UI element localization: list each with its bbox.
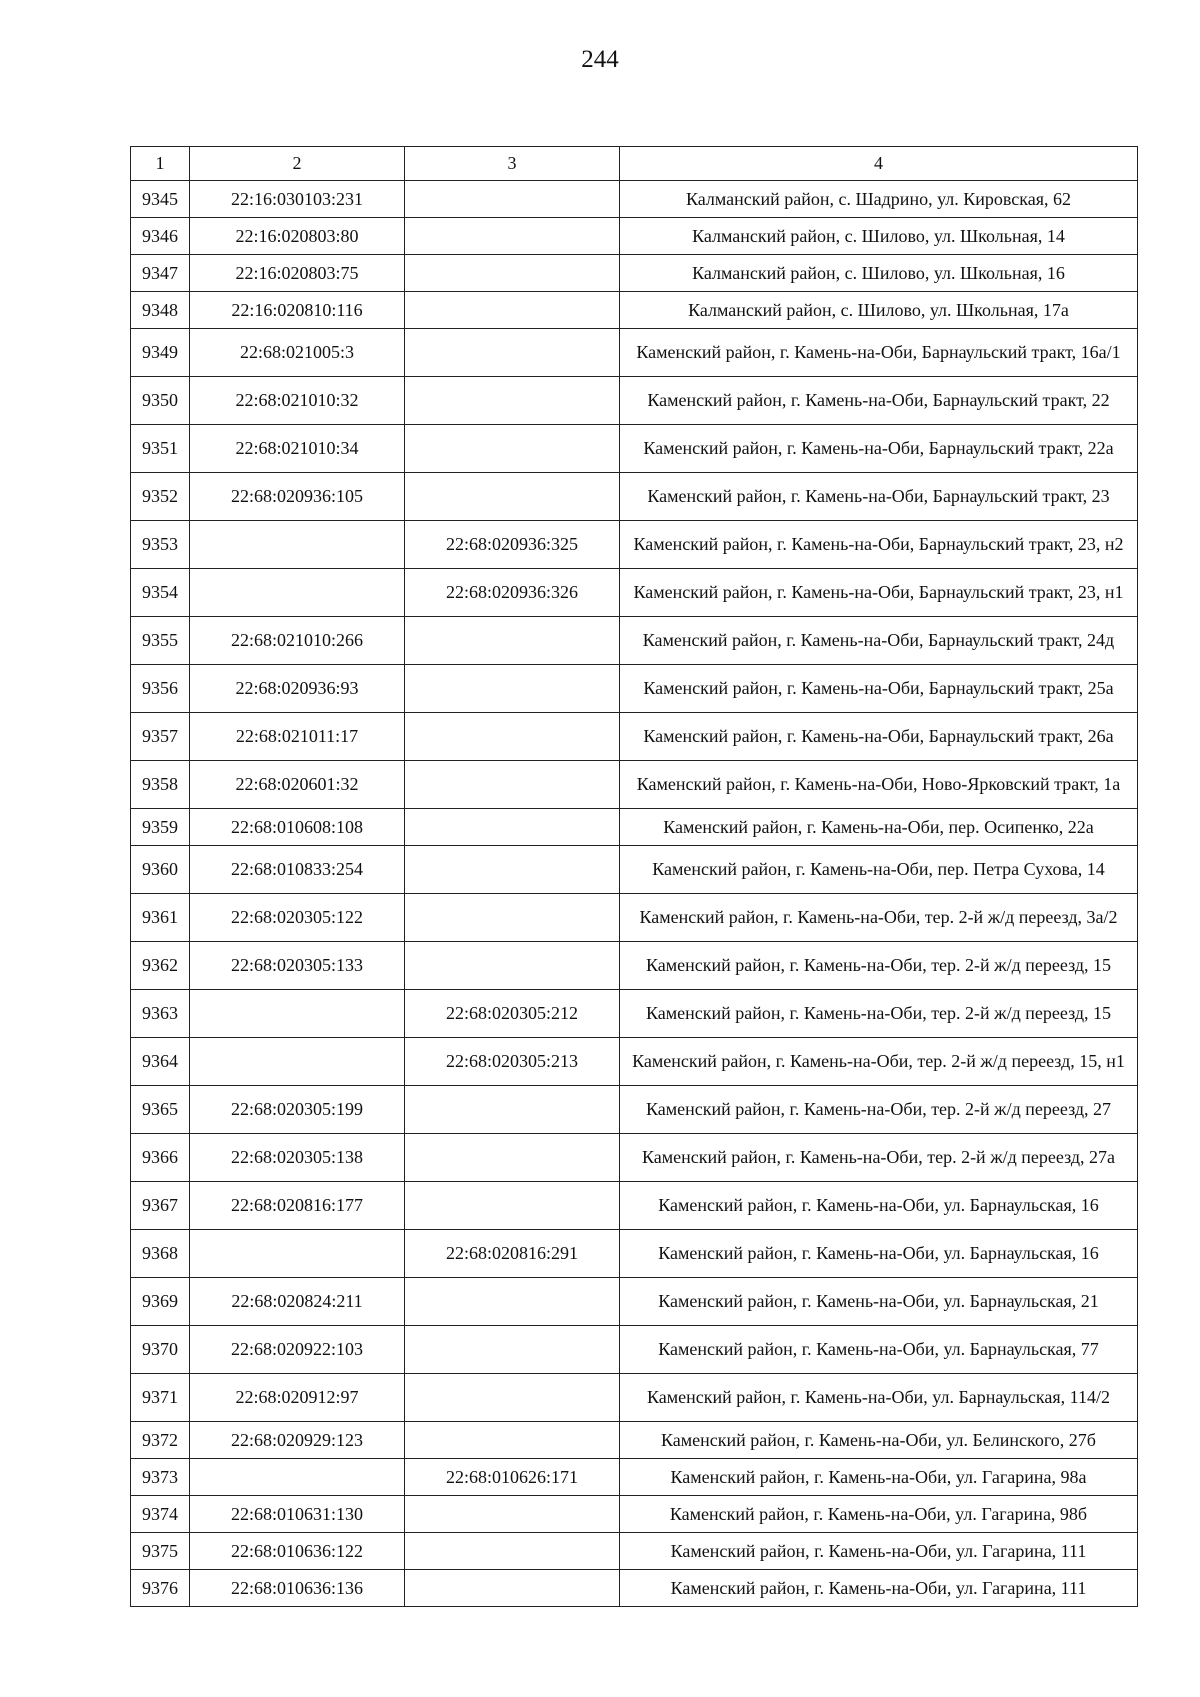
cadastral-number-cell: 22:68:020824:211 — [190, 1278, 405, 1326]
cadastral-number-cell: 22:68:010636:136 — [190, 1570, 405, 1607]
related-cadastral-number-cell — [405, 1422, 620, 1459]
related-cadastral-number-cell — [405, 617, 620, 665]
table-row — [131, 1326, 1138, 1374]
cadastral-number-cell — [190, 1038, 405, 1086]
address-cell: Каменский район, г. Камень-на-Оби, Барнаульский тракт, 23, н1 — [620, 569, 1138, 617]
row-number-cell: 9365 — [131, 1086, 190, 1134]
row-number-cell: 9358 — [131, 761, 190, 809]
table-row — [131, 846, 1138, 894]
related-cadastral-number-cell — [405, 665, 620, 713]
cadastral-number-cell: 22:68:020305:138 — [190, 1134, 405, 1182]
address-cell: Калманский район, с. Шилово, ул. Школьная, 14 — [620, 218, 1138, 255]
cadastral-number-cell: 22:68:010608:108 — [190, 809, 405, 846]
row-number-cell: 9373 — [131, 1459, 190, 1496]
row-number-cell: 9375 — [131, 1533, 190, 1570]
table-row — [131, 1182, 1138, 1230]
related-cadastral-number-cell — [405, 1496, 620, 1533]
table-row — [131, 377, 1138, 425]
cadastral-number-cell: 22:16:020810:116 — [190, 292, 405, 329]
address-cell: Каменский район, г. Камень-на-Оби, тер. 2-й ж/д переезд, 15 — [620, 942, 1138, 990]
related-cadastral-number-cell — [405, 1182, 620, 1230]
address-cell: Каменский район, г. Камень-на-Оби, Барнаульский тракт, 24д — [620, 617, 1138, 665]
related-cadastral-number-cell: 22:68:020305:212 — [405, 990, 620, 1038]
registry-table — [130, 146, 1138, 1607]
table-row — [131, 521, 1138, 569]
related-cadastral-number-cell — [405, 255, 620, 292]
related-cadastral-number-cell — [405, 1326, 620, 1374]
table-row — [131, 617, 1138, 665]
address-cell: Каменский район, г. Камень-на-Оби, тер. 2-й ж/д переезд, 15, н1 — [620, 1038, 1138, 1086]
table-row — [131, 1374, 1138, 1422]
address-cell: Каменский район, г. Камень-на-Оби, ул. Барнаульская, 16 — [620, 1230, 1138, 1278]
cadastral-number-cell: 22:68:020816:177 — [190, 1182, 405, 1230]
table-row — [131, 329, 1138, 377]
address-cell: Каменский район, г. Камень-на-Оби, тер. 2-й ж/д переезд, 27 — [620, 1086, 1138, 1134]
table-header-row — [131, 147, 1138, 181]
row-number-cell: 9359 — [131, 809, 190, 846]
cadastral-number-cell: 22:68:021010:266 — [190, 617, 405, 665]
address-cell: Каменский район, г. Камень-на-Оби, Барнаульский тракт, 16а/1 — [620, 329, 1138, 377]
related-cadastral-number-cell — [405, 809, 620, 846]
cadastral-number-cell — [190, 521, 405, 569]
cadastral-number-cell: 22:68:021011:17 — [190, 713, 405, 761]
table-row — [131, 665, 1138, 713]
row-number-cell: 9364 — [131, 1038, 190, 1086]
address-cell: Каменский район, г. Камень-на-Оби, Барнаульский тракт, 25а — [620, 665, 1138, 713]
address-cell: Каменский район, г. Камень-на-Оби, Барнаульский тракт, 22а — [620, 425, 1138, 473]
row-number-cell: 9355 — [131, 617, 190, 665]
address-cell: Каменский район, г. Камень-на-Оби, тер. 2-й ж/д переезд, 3а/2 — [620, 894, 1138, 942]
cadastral-number-cell: 22:68:021010:34 — [190, 425, 405, 473]
cadastral-number-cell: 22:16:020803:75 — [190, 255, 405, 292]
table-row — [131, 1422, 1138, 1459]
row-number-cell: 9350 — [131, 377, 190, 425]
address-cell: Каменский район, г. Камень-на-Оби, Барнаульский тракт, 23 — [620, 473, 1138, 521]
table-row — [131, 181, 1138, 218]
related-cadastral-number-cell — [405, 425, 620, 473]
related-cadastral-number-cell — [405, 942, 620, 990]
address-cell: Каменский район, г. Камень-на-Оби, Ново-Ярковский тракт, 1а — [620, 761, 1138, 809]
address-cell: Каменский район, г. Камень-на-Оби, Барнаульский тракт, 23, н2 — [620, 521, 1138, 569]
column-header-1: 1 — [131, 147, 190, 181]
related-cadastral-number-cell: 22:68:020305:213 — [405, 1038, 620, 1086]
column-header-4: 4 — [620, 147, 1138, 181]
related-cadastral-number-cell — [405, 713, 620, 761]
cadastral-number-cell: 22:16:020803:80 — [190, 218, 405, 255]
table-row — [131, 255, 1138, 292]
table-row — [131, 1459, 1138, 1496]
related-cadastral-number-cell — [405, 1374, 620, 1422]
row-number-cell: 9356 — [131, 665, 190, 713]
cadastral-number-cell: 22:16:030103:231 — [190, 181, 405, 218]
table-row — [131, 809, 1138, 846]
cadastral-number-cell: 22:68:020305:122 — [190, 894, 405, 942]
related-cadastral-number-cell — [405, 292, 620, 329]
row-number-cell: 9368 — [131, 1230, 190, 1278]
table-row — [131, 894, 1138, 942]
address-cell: Калманский район, с. Шадрино, ул. Кировская, 62 — [620, 181, 1138, 218]
row-number-cell: 9370 — [131, 1326, 190, 1374]
cadastral-number-cell: 22:68:020912:97 — [190, 1374, 405, 1422]
cadastral-number-cell: 22:68:020305:133 — [190, 942, 405, 990]
related-cadastral-number-cell — [405, 894, 620, 942]
related-cadastral-number-cell — [405, 1533, 620, 1570]
related-cadastral-number-cell — [405, 846, 620, 894]
address-cell: Каменский район, г. Камень-на-Оби, ул. Барнаульская, 21 — [620, 1278, 1138, 1326]
address-cell: Каменский район, г. Камень-на-Оби, тер. 2-й ж/д переезд, 15 — [620, 990, 1138, 1038]
related-cadastral-number-cell — [405, 181, 620, 218]
row-number-cell: 9367 — [131, 1182, 190, 1230]
cadastral-number-cell: 22:68:010833:254 — [190, 846, 405, 894]
cadastral-number-cell: 22:68:010636:122 — [190, 1533, 405, 1570]
row-number-cell: 9360 — [131, 846, 190, 894]
column-header-2: 2 — [190, 147, 405, 181]
address-cell: Каменский район, г. Камень-на-Оби, пер. Осипенко, 22а — [620, 809, 1138, 846]
related-cadastral-number-cell — [405, 473, 620, 521]
row-number-cell: 9353 — [131, 521, 190, 569]
address-cell: Каменский район, г. Камень-на-Оби, ул. Белинского, 27б — [620, 1422, 1138, 1459]
cadastral-number-cell — [190, 569, 405, 617]
row-number-cell: 9361 — [131, 894, 190, 942]
related-cadastral-number-cell — [405, 218, 620, 255]
address-cell: Каменский район, г. Камень-на-Оби, ул. Барнаульская, 77 — [620, 1326, 1138, 1374]
row-number-cell: 9372 — [131, 1422, 190, 1459]
related-cadastral-number-cell — [405, 1570, 620, 1607]
table-body — [131, 147, 1138, 1607]
cadastral-number-cell: 22:68:020936:105 — [190, 473, 405, 521]
related-cadastral-number-cell: 22:68:020936:325 — [405, 521, 620, 569]
row-number-cell: 9352 — [131, 473, 190, 521]
row-number-cell: 9357 — [131, 713, 190, 761]
related-cadastral-number-cell — [405, 1278, 620, 1326]
address-cell: Каменский район, г. Камень-на-Оби, Барнаульский тракт, 26а — [620, 713, 1138, 761]
cadastral-number-cell: 22:68:020305:199 — [190, 1086, 405, 1134]
related-cadastral-number-cell: 22:68:010626:171 — [405, 1459, 620, 1496]
cadastral-number-cell — [190, 990, 405, 1038]
related-cadastral-number-cell — [405, 1134, 620, 1182]
row-number-cell: 9347 — [131, 255, 190, 292]
cadastral-number-cell — [190, 1230, 405, 1278]
table-row — [131, 218, 1138, 255]
row-number-cell: 9348 — [131, 292, 190, 329]
address-cell: Калманский район, с. Шилово, ул. Школьная, 17а — [620, 292, 1138, 329]
row-number-cell: 9366 — [131, 1134, 190, 1182]
table-row — [131, 761, 1138, 809]
row-number-cell: 9374 — [131, 1496, 190, 1533]
table-row — [131, 1496, 1138, 1533]
related-cadastral-number-cell — [405, 377, 620, 425]
column-header-3: 3 — [405, 147, 620, 181]
cadastral-number-cell: 22:68:020936:93 — [190, 665, 405, 713]
table-row — [131, 473, 1138, 521]
related-cadastral-number-cell: 22:68:020936:326 — [405, 569, 620, 617]
row-number-cell: 9349 — [131, 329, 190, 377]
row-number-cell: 9345 — [131, 181, 190, 218]
table-row — [131, 942, 1138, 990]
page-number: 244 — [581, 46, 619, 73]
table-row — [131, 1570, 1138, 1607]
row-number-cell: 9371 — [131, 1374, 190, 1422]
table-row — [131, 1278, 1138, 1326]
table-row — [131, 990, 1138, 1038]
table-row — [131, 1134, 1138, 1182]
row-number-cell: 9369 — [131, 1278, 190, 1326]
address-cell: Каменский район, г. Камень-на-Оби, пер. Петра Сухова, 14 — [620, 846, 1138, 894]
cadastral-number-cell — [190, 1459, 405, 1496]
table-row — [131, 713, 1138, 761]
row-number-cell: 9351 — [131, 425, 190, 473]
cadastral-number-cell: 22:68:021005:3 — [190, 329, 405, 377]
address-cell: Каменский район, г. Камень-на-Оби, ул. Гагарина, 111 — [620, 1570, 1138, 1607]
related-cadastral-number-cell: 22:68:020816:291 — [405, 1230, 620, 1278]
row-number-cell: 9376 — [131, 1570, 190, 1607]
row-number-cell: 9346 — [131, 218, 190, 255]
cadastral-number-cell: 22:68:020601:32 — [190, 761, 405, 809]
cadastral-number-cell: 22:68:020922:103 — [190, 1326, 405, 1374]
cadastral-number-cell: 22:68:021010:32 — [190, 377, 405, 425]
row-number-cell: 9362 — [131, 942, 190, 990]
cadastral-number-cell: 22:68:010631:130 — [190, 1496, 405, 1533]
related-cadastral-number-cell — [405, 329, 620, 377]
cadastral-number-cell: 22:68:020929:123 — [190, 1422, 405, 1459]
address-cell: Каменский район, г. Камень-на-Оби, Барнаульский тракт, 22 — [620, 377, 1138, 425]
table-row — [131, 1230, 1138, 1278]
row-number-cell: 9354 — [131, 569, 190, 617]
table-row — [131, 292, 1138, 329]
address-cell: Калманский район, с. Шилово, ул. Школьная, 16 — [620, 255, 1138, 292]
address-cell: Каменский район, г. Камень-на-Оби, тер. 2-й ж/д переезд, 27а — [620, 1134, 1138, 1182]
address-cell: Каменский район, г. Камень-на-Оби, ул. Гагарина, 98б — [620, 1496, 1138, 1533]
address-cell: Каменский район, г. Камень-на-Оби, ул. Гагарина, 111 — [620, 1533, 1138, 1570]
address-cell: Каменский район, г. Камень-на-Оби, ул. Барнаульская, 114/2 — [620, 1374, 1138, 1422]
table-row — [131, 1038, 1138, 1086]
table-row — [131, 425, 1138, 473]
related-cadastral-number-cell — [405, 761, 620, 809]
table-row — [131, 1086, 1138, 1134]
table-row — [131, 569, 1138, 617]
table-row — [131, 1533, 1138, 1570]
address-cell: Каменский район, г. Камень-на-Оби, ул. Барнаульская, 16 — [620, 1182, 1138, 1230]
row-number-cell: 9363 — [131, 990, 190, 1038]
related-cadastral-number-cell — [405, 1086, 620, 1134]
address-cell: Каменский район, г. Камень-на-Оби, ул. Гагарина, 98а — [620, 1459, 1138, 1496]
